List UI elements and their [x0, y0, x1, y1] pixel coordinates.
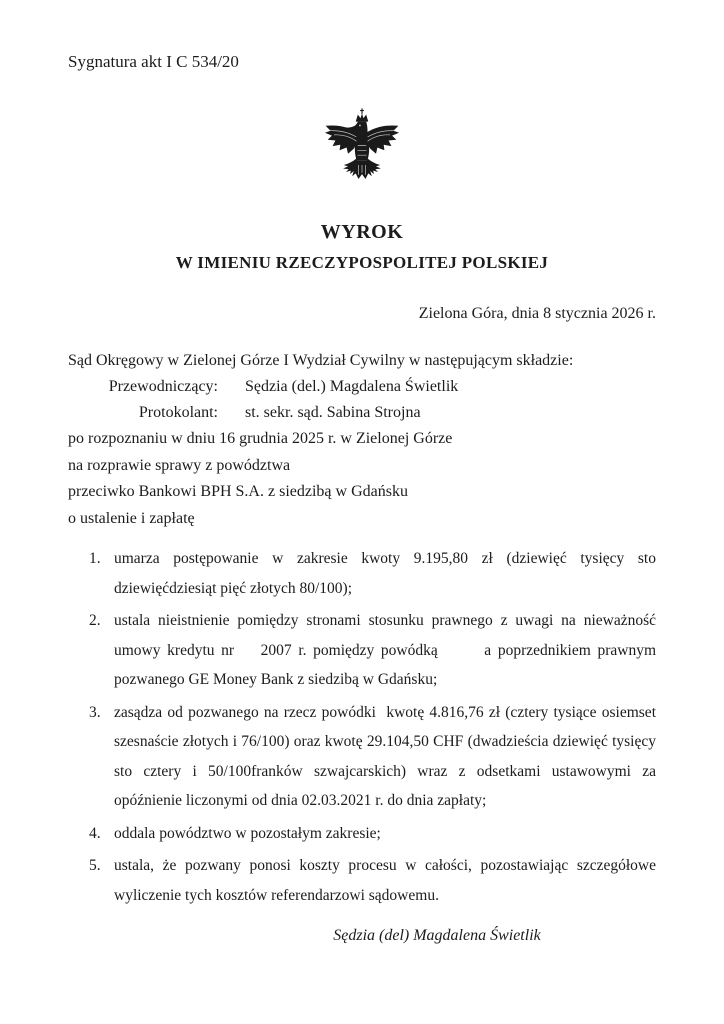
hearing-date-line: po rozpoznaniu w dniu 16 grudnia 2025 r. w Zielonej Górze [68, 430, 453, 447]
court-composition-intro: Sąd Okręgowy w Zielonej Górze I Wydział Cywilny w następującym składzie: [68, 352, 574, 369]
judgment-title: WYROK [320, 221, 404, 243]
judgment-subtitle: W IMIENIU RZECZYPOSPOLITEJ POLSKIEJ [175, 253, 549, 272]
ruling-text: umarza postępowanie w zakresie kwoty 9.195,80 zł (dziewięć tysięcy sto dziewięćdziesiąt pięć złotych 80/100); [114, 550, 656, 597]
role-person: st. sekr. sąd. Sabina Strojna [245, 404, 421, 421]
role-label: Protokolant: [138, 404, 218, 421]
ruling-number: 4. [89, 824, 101, 842]
composition-row-clerk [68, 400, 656, 426]
ruling-number: 2. [89, 612, 101, 629]
plaintiff-line: na rozprawie sprawy z powództwa [68, 456, 291, 474]
ruling-text: ustala, że pozwany ponosi koszty procesu w całości, pozostawiając szczegółowe wyliczenie tych kosztów referendarzowi sądowemu. [114, 857, 656, 904]
defendant-line: przeciwko Bankowi BPH S.A. z siedzibą w Gdańsku [68, 483, 408, 500]
case-number: Sygnatura akt I C 534/20 [68, 52, 239, 71]
ruling-item-3 [89, 698, 656, 816]
ruling-item-5 [89, 851, 656, 910]
ruling-text: oddala powództwo w pozostałym zakresie; [114, 824, 381, 842]
ruling-text: zasądza od pozwanego na rzecz powódki kwotę 4.816,76 zł (cztery tysiące osiemset szesnaście złotych i 76/100) oraz kwotę 29.104,50 CHF (dwadzieścia dziewięć tysięcy sto cztery i 50/100franków szwajcarskich) wraz z odsetkami ustawowymi za opóźnienie liczonymi od dnia 02.03.2021 r. do dnia zapłaty; [114, 703, 656, 809]
composition-row-presiding [68, 374, 656, 400]
place-date-line: Zielona Góra, dnia 8 stycznia 2026 r. [418, 305, 656, 322]
ruling-item-2 [89, 606, 656, 695]
ruling-text: ustala nieistnienie pomiędzy stronami stosunku prawnego z uwagi na nieważność umowy kredytu nr 2007 r. pomiędzy powódką a poprzednikiem prawnym pozwanego GE Money Bank z siedzibą w Gdańsku; [114, 612, 656, 688]
role-label: Przewodniczący: [108, 378, 218, 395]
ruling-item-4 [89, 819, 656, 849]
ruling-number: 1. [89, 550, 101, 567]
ruling-item-1 [89, 544, 656, 603]
ruling-number: 5. [89, 857, 101, 874]
rulings-list [68, 544, 656, 910]
case-details [68, 426, 656, 532]
claim-subject-line: o ustalenie i zapłatę [68, 509, 195, 527]
polish-eagle-icon [320, 98, 404, 190]
role-person: Sędzia (del.) Magdalena Świetlik [245, 378, 459, 395]
judge-signature: Sędzia (del) Magdalena Świetlik [333, 927, 541, 944]
emblem-container [68, 98, 656, 192]
ruling-number: 3. [89, 703, 101, 721]
